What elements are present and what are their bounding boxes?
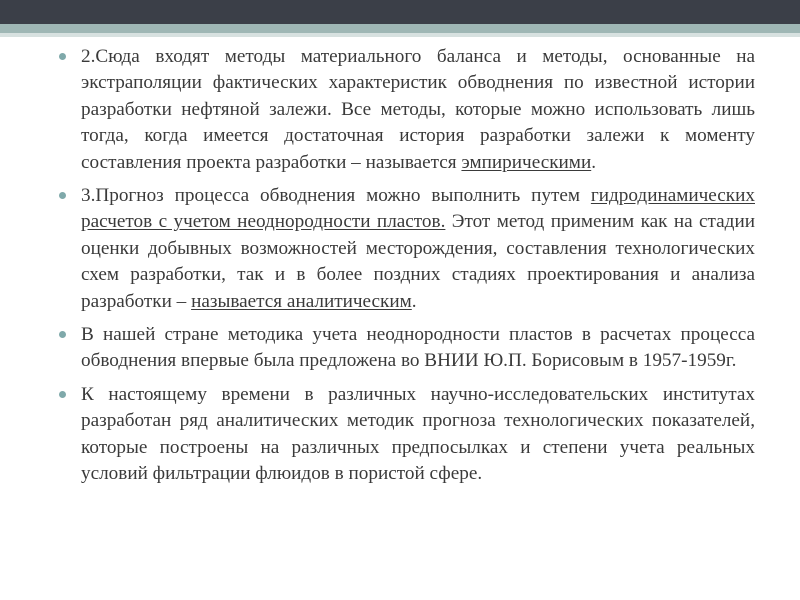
slide-content bbox=[55, 44, 755, 495]
bullet-item-1 bbox=[55, 44, 755, 176]
underlined-term-2: называется аналитическим bbox=[191, 290, 412, 312]
bullet-text: К настоящему времени в различных научно-исследовательских институтах разработан ряд аналитических методик прогноза технологических показателей, которые построены на различных предпосылках и степени учета реальных условий фильтрации флюидов в пористой сфере. bbox=[81, 383, 755, 485]
bullet-item-4 bbox=[55, 382, 755, 488]
bullet-text-end: . bbox=[411, 290, 417, 312]
bullet-dot-icon bbox=[59, 331, 66, 338]
bullet-item-3 bbox=[55, 322, 755, 375]
bullet-text: 2.Сюда входят методы материального баланса и методы, основанные на экстраполяции фактических характеристик обводнения по известной истории разработки нефтяной залежи. Все методы, которые можно использовать лишь тогда, когда имеется достаточная история разработки залежи к моменту составления проекта разработки – называется bbox=[81, 46, 755, 173]
bullet-text-end: . bbox=[591, 151, 597, 173]
accent-stripe bbox=[0, 24, 800, 33]
bullet-dot-icon bbox=[59, 192, 66, 199]
bullet-item-2 bbox=[55, 183, 755, 315]
bullet-text-middle: Этот метод применим как на стадии оценки добывных возможностей месторождения, составления технологических схем разработки, так и в более поздних стадиях проектирования и анализа разработки – bbox=[81, 211, 755, 312]
bullet-text: В нашей стране методика учета неоднородности пластов в расчетах процесса обводнения впервые была предложена во ВНИИ Ю.П. Борисовым в 1957-1959г. bbox=[81, 324, 755, 372]
accent-stripe-thin bbox=[0, 33, 800, 37]
underlined-term: эмпирическими bbox=[461, 151, 592, 173]
top-header-band bbox=[0, 0, 800, 24]
bullet-dot-icon bbox=[59, 53, 66, 60]
bullet-text: 3.Прогноз процесса обводнения можно выполнить путем bbox=[81, 185, 591, 207]
underlined-term: гидродинамических расчетов с учетом неоднородности пластов. bbox=[81, 185, 755, 233]
bullet-dot-icon bbox=[59, 391, 66, 398]
